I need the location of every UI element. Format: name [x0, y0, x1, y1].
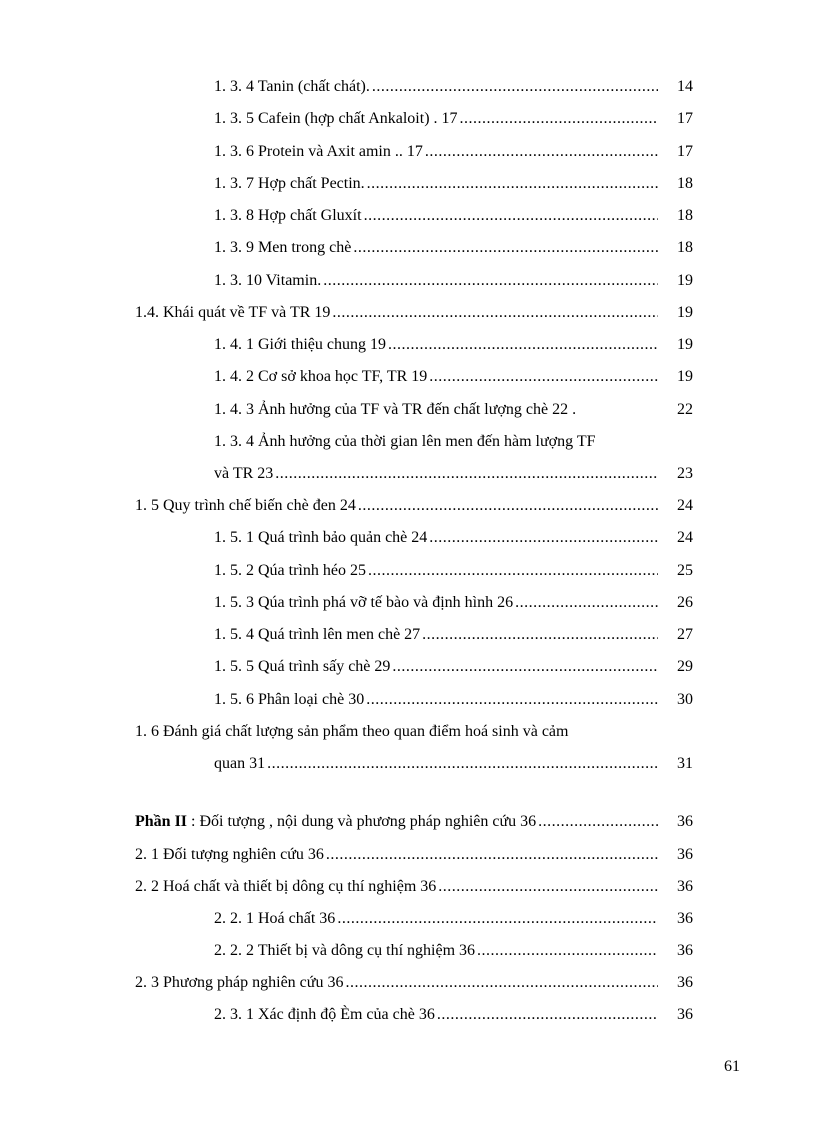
toc-entry-page: 36 — [677, 878, 693, 895]
toc-entry — [214, 690, 693, 710]
leader-dots — [477, 941, 658, 961]
leader-dots — [267, 754, 658, 774]
toc-entry-page: 36 — [677, 974, 693, 991]
leader-dots — [460, 109, 658, 129]
toc-entry-title: 1. 3. 8 Hợp chất Gluxít — [214, 207, 362, 224]
toc-entry-title: 1. 3. 9 Men trong chè — [214, 239, 352, 256]
toc-entry-page: 36 — [677, 813, 693, 830]
toc-entry — [214, 909, 693, 929]
toc-entry-title: 1. 4. 1 Giới thiệu chung 19 — [214, 336, 386, 353]
leader-dots — [337, 909, 658, 929]
leader-dots — [438, 877, 658, 897]
toc-entry — [214, 109, 693, 129]
toc-entry-title-continued: và TR 23 — [214, 465, 274, 482]
toc-entry-title: 1. 3. 10 Vitamin. — [214, 272, 322, 289]
toc-entry-page: 36 — [677, 1006, 693, 1023]
toc-entry — [214, 142, 693, 162]
leader-dots — [437, 1005, 658, 1025]
leader-dots — [353, 238, 658, 258]
leader-dots — [275, 464, 658, 484]
toc-entry — [135, 812, 693, 832]
toc-entry-page: 24 — [677, 529, 693, 546]
toc-entry-page: 36 — [677, 910, 693, 927]
toc-entry-page: 17 — [677, 110, 693, 127]
leader-dots — [392, 657, 658, 677]
toc-entry — [214, 77, 693, 97]
toc-entry-title: 1. 3. 4 Tanin (chất chát). — [214, 78, 370, 95]
toc-entry-title: 2. 3 Phương pháp nghiên cứu 36 — [135, 974, 344, 991]
toc-entry — [214, 206, 693, 226]
toc-entry — [214, 528, 693, 548]
toc-entry — [214, 625, 693, 645]
toc-entry-page: 19 — [677, 304, 693, 321]
leader-dots — [326, 845, 658, 865]
toc-entry-page: 31 — [677, 755, 693, 772]
toc-entry-title-continued: quan 31 — [214, 755, 266, 772]
toc-entry-title: 2. 3. 1 Xác định độ Èm của chè 36 — [214, 1006, 435, 1023]
toc-entry-title: 1. 3. 6 Protein và Axit amin .. 17 — [214, 143, 423, 160]
toc-entry — [214, 561, 693, 581]
toc-entry-page: 23 — [677, 465, 693, 482]
part-heading: Phần II — [135, 813, 188, 830]
leader-dots — [323, 271, 658, 291]
toc-entry — [214, 1005, 693, 1025]
toc-entry-title: 1. 4. 3 Ảnh hưởng của TF và TR đến chất lượng chè 22 . — [214, 401, 577, 418]
toc-entry — [214, 657, 693, 677]
leader-dots — [388, 335, 658, 355]
leader-dots — [358, 496, 658, 516]
leader-dots — [332, 303, 658, 323]
toc-entry-title: 2. 1 Đối tượng nghiên cứu 36 — [135, 846, 324, 863]
toc-entry-title: 2. 2. 1 Hoá chất 36 — [214, 910, 336, 927]
toc-entry-page: 36 — [677, 942, 693, 959]
toc-entry-page: 19 — [677, 336, 693, 353]
leader-dots — [366, 690, 658, 710]
toc-entry-page: 18 — [677, 175, 693, 192]
toc-entry-title: 1. 6 Đánh giá chất lượng sản phẩm theo quan điểm hoá sinh và cảm — [135, 723, 569, 740]
toc-entry-title: 1. 5. 5 Quá trình sấy chè 29 — [214, 658, 391, 675]
toc-entry-page: 27 — [677, 626, 693, 643]
leader-dots — [372, 77, 658, 97]
toc-entry-page: 19 — [677, 368, 693, 385]
toc-entry-title: 2. 2. 2 Thiết bị và dông cụ thí nghiệm 36 — [214, 942, 476, 959]
toc-entry-title: 1. 4. 2 Cơ sở khoa học TF, TR 19 — [214, 368, 428, 385]
toc-entry-title: 1. 3. 5 Cafein (hợp chất Ankaloit) . 17 — [214, 110, 458, 127]
page-number: 61 — [724, 1058, 740, 1075]
toc-entry — [135, 303, 693, 323]
toc-entry-page: 24 — [677, 497, 693, 514]
toc-entry — [214, 367, 693, 387]
toc-entry — [214, 335, 693, 355]
toc-entry — [214, 271, 693, 291]
toc-entry-title: 1. 5. 6 Phân loại chè 30 — [214, 691, 365, 708]
toc-entry-title: 1. 3. 7 Hợp chất Pectin. — [214, 175, 365, 192]
toc-entry-title — [135, 812, 536, 832]
toc-entry-title: 2. 2 Hoá chất và thiết bị dông cụ thí nghiệm 36 — [135, 878, 437, 895]
toc-entry — [214, 754, 693, 774]
leader-dots — [515, 593, 658, 613]
leader-dots — [367, 174, 658, 194]
toc-entry — [214, 400, 693, 420]
leader-dots — [538, 812, 658, 832]
toc-entry — [214, 238, 693, 258]
toc-entry — [135, 496, 693, 516]
toc-entry-title: 1. 5. 1 Quá trình bảo quản chè 24 — [214, 529, 428, 546]
toc-entry-title: 1. 5. 2 Qúa trình héo 25 — [214, 562, 366, 579]
toc-entry — [214, 593, 693, 613]
leader-dots — [429, 528, 658, 548]
toc-entry-page: 25 — [677, 562, 693, 579]
toc-entry-page: 26 — [677, 594, 693, 611]
toc-entry-title: 1. 3. 4 Ảnh hưởng của thời gian lên men đến hàm lượng TF — [214, 433, 596, 450]
toc-entry — [135, 845, 693, 865]
toc-entry-title: 1.4. Khái quát về TF và TR 19 — [135, 304, 331, 321]
toc-entry — [214, 941, 693, 961]
leader-dots — [368, 561, 658, 581]
leader-dots — [364, 206, 658, 226]
toc-entry-page: 30 — [677, 691, 693, 708]
toc-entry — [135, 973, 693, 993]
toc-entry — [214, 464, 693, 484]
toc-entry-page: 36 — [677, 846, 693, 863]
toc-entry-page: 19 — [677, 272, 693, 289]
toc-entry-title: 1. 5 Quy trình chế biến chè đen 24 — [135, 497, 356, 514]
toc-entry-page: 18 — [677, 207, 693, 224]
leader-dots — [345, 973, 658, 993]
toc-entry-title: 1. 5. 3 Qúa trình phá vỡ tế bào và định hình 26 — [214, 594, 514, 611]
toc-entry — [135, 877, 693, 897]
toc-entry-title: 1. 5. 4 Quá trình lên men chè 27 — [214, 626, 421, 643]
part-title: : Đối tượng , nội dung và phương pháp nghiên cứu 36 — [187, 813, 537, 830]
toc-entry-page: 17 — [677, 143, 693, 160]
toc-entry-page: 14 — [677, 78, 693, 95]
toc-entry — [214, 174, 693, 194]
toc-entry-page: 29 — [677, 658, 693, 675]
leader-dots — [429, 367, 658, 387]
toc-entry-page: 22 — [677, 401, 693, 418]
leader-dots — [422, 625, 658, 645]
toc-entry-page: 18 — [677, 239, 693, 256]
leader-dots — [425, 142, 658, 162]
